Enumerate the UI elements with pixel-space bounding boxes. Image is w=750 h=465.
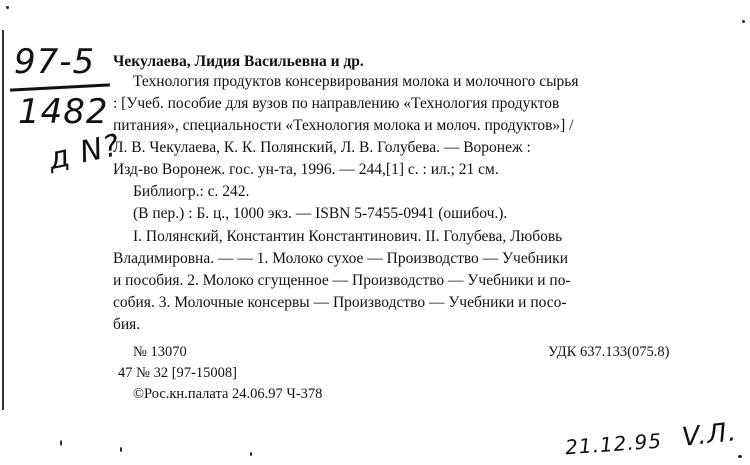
handwritten-shelf-bottom: 1482 [18, 92, 109, 132]
subject-line-2: Владимировна. — — 1. Молоко сухое — Производство — Учебники [113, 250, 569, 267]
author-heading: Чекулаева, Лидия Васильевна и др. [113, 53, 364, 70]
publisher-stamp: ©Рос.кн.палата 24.06.97 Ч-378 [133, 386, 323, 402]
left-margin-line [2, 30, 4, 410]
scan-speck [60, 440, 62, 446]
title-line-3: питания», специальности «Технология молока и молоч. продуктов»] / [113, 117, 574, 134]
biblio-line: Библиогр.: с. 242. [133, 183, 250, 200]
title-line-1: Технология продуктов консервирования молока и молочного сырья [133, 73, 579, 90]
title-line-2: : [Учеб. пособие для вузов по направлению «Технология продуктов [113, 95, 560, 112]
subject-line-1: I. Полянский, Константин Константинович. II. Голубева, Любовь [133, 228, 563, 245]
shelf-underline [10, 83, 110, 91]
subject-line-4: собия. 3. Молочные консервы — Производство — Учебники и посо- [113, 294, 567, 311]
subject-line-5: бия. [113, 316, 141, 333]
subject-line-3: и пособия. 2. Молоко сгущенное — Производство — Учебники и по- [113, 272, 571, 289]
scan-speck [6, 6, 9, 9]
handwritten-date-note: 21.12.95 [564, 428, 663, 460]
scan-speck [738, 455, 742, 458]
card-number: 47 № 32 [97-15008] [118, 365, 237, 381]
scan-speck [120, 447, 122, 452]
scan-speck [742, 20, 745, 23]
scan-speck [250, 452, 252, 456]
handwritten-initials: V.Л. [680, 417, 739, 453]
record-number: № 13070 [133, 344, 187, 360]
handwritten-shelf-top: 97-5 [14, 42, 96, 82]
title-line-4: Л. В. Чекулаева, К. К. Полянский, Л. В. Голубева. — Воронеж : [113, 139, 531, 156]
isbn-line: (В пер.) : Б. ц., 1000 экз. — ISBN 5-7455-0941 (ошибоч.). [133, 205, 508, 222]
udk-code: УДК 637.133(075.8) [548, 344, 670, 360]
title-line-5: Изд-во Воронеж. гос. ун-та, 1996. — 244,[1] с. : ил.; 21 см. [113, 161, 499, 178]
handwritten-mark: д N? [45, 127, 124, 178]
